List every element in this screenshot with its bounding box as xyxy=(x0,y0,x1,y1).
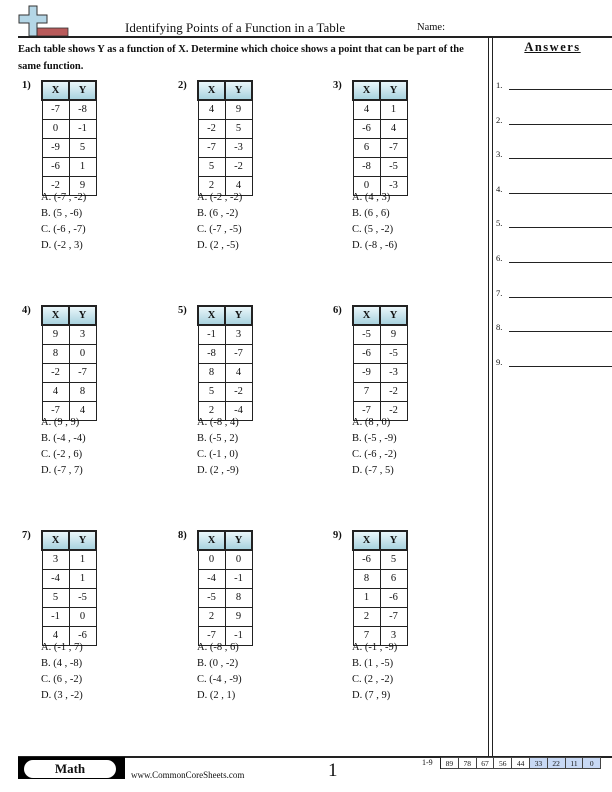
y-value: 1 xyxy=(69,157,96,176)
x-value: 2 xyxy=(198,607,225,626)
x-value: -2 xyxy=(42,176,69,195)
y-value: -6 xyxy=(69,626,96,645)
x-value: -6 xyxy=(353,344,380,363)
choice-a: A. (-8 , 6) xyxy=(197,642,239,653)
y-value: 3 xyxy=(69,325,96,344)
choice-c: C. (-2 , 6) xyxy=(41,449,83,460)
problem-number: 8) xyxy=(178,530,187,541)
x-value: -7 xyxy=(198,138,225,157)
y-value: 8 xyxy=(69,382,96,401)
logo-plus-icon xyxy=(18,5,70,37)
header-x: X xyxy=(353,306,380,325)
x-value: -2 xyxy=(42,363,69,382)
choice-a: A. (8 , 0) xyxy=(352,417,391,428)
x-value: -4 xyxy=(42,569,69,588)
y-value: 5 xyxy=(225,119,252,138)
answer-blank[interactable] xyxy=(509,366,612,367)
y-value: -7 xyxy=(380,607,407,626)
y-value: -5 xyxy=(380,344,407,363)
header-x: X xyxy=(42,306,69,325)
x-value: 4 xyxy=(42,626,69,645)
y-value: 4 xyxy=(380,119,407,138)
problem-number: 6) xyxy=(333,305,342,316)
y-value: 5 xyxy=(380,550,407,569)
table-header-row xyxy=(198,81,252,100)
table-row xyxy=(42,569,96,588)
choice-d: D. (7 , 9) xyxy=(352,690,391,701)
table-row xyxy=(198,344,252,363)
table-row xyxy=(353,157,407,176)
choice-a: A. (-1 , 7) xyxy=(41,642,83,653)
header-x: X xyxy=(198,531,225,550)
x-value: 9 xyxy=(42,325,69,344)
choice-b: B. (0 , -2) xyxy=(197,658,239,669)
choice-c: C. (-1 , 0) xyxy=(197,449,239,460)
x-value: 1 xyxy=(353,588,380,607)
choice-c: C. (5 , -2) xyxy=(352,224,394,235)
choice-c: C. (6 , -2) xyxy=(41,674,83,685)
choice-c: C. (-7 , -5) xyxy=(197,224,242,235)
y-value: -7 xyxy=(380,138,407,157)
table-row xyxy=(198,138,252,157)
choice-a: A. (4 , 3) xyxy=(352,192,391,203)
x-value: -8 xyxy=(353,157,380,176)
choice-a: A. (-2 , -2) xyxy=(197,192,243,203)
y-value: 9 xyxy=(225,100,252,119)
answer-blank[interactable] xyxy=(509,158,612,159)
choice-list xyxy=(352,190,397,254)
y-value: 0 xyxy=(69,344,96,363)
answer-label: 7. xyxy=(496,287,503,298)
table-header-row xyxy=(42,306,96,325)
y-value: 0 xyxy=(225,550,252,569)
y-value: -3 xyxy=(225,138,252,157)
problem-number: 4) xyxy=(22,305,31,316)
score-cell: 78 xyxy=(459,757,477,769)
choice-d: D. (2 , 1) xyxy=(197,690,236,701)
y-value: -4 xyxy=(225,401,252,420)
score-range: 1-9 xyxy=(422,758,433,767)
y-value: -2 xyxy=(380,382,407,401)
answer-blank[interactable] xyxy=(509,227,612,228)
problem-number: 9) xyxy=(333,530,342,541)
problem-8 xyxy=(178,530,318,730)
header-y: Y xyxy=(380,531,407,550)
score-cell: 56 xyxy=(494,757,512,769)
answer-label: 9. xyxy=(496,356,503,367)
answer-line-7[interactable] xyxy=(496,288,612,298)
y-value: -2 xyxy=(225,382,252,401)
answer-label: 5. xyxy=(496,218,503,229)
score-cell: 89 xyxy=(441,757,459,769)
xy-table xyxy=(352,530,408,646)
worksheet-title: Identifying Points of a Function in a Table xyxy=(125,20,346,35)
header-x: X xyxy=(198,81,225,100)
choice-list xyxy=(197,190,242,254)
x-value: 2 xyxy=(198,401,225,420)
score-cell: 11 xyxy=(566,757,584,769)
choice-b: B. (-5 , -9) xyxy=(352,433,397,444)
x-value: 2 xyxy=(353,607,380,626)
table-row xyxy=(198,100,252,119)
x-value: 8 xyxy=(198,363,225,382)
header-x: X xyxy=(353,81,380,100)
answer-blank[interactable] xyxy=(509,297,612,298)
header-y: Y xyxy=(69,306,96,325)
y-value: 5 xyxy=(69,138,96,157)
x-value: 3 xyxy=(42,550,69,569)
answer-label: 8. xyxy=(496,322,503,333)
y-value: 8 xyxy=(225,588,252,607)
x-value: -1 xyxy=(198,325,225,344)
instructions: Each table shows Y as a function of X. Determine which choice shows a point that can be part of the same function. xyxy=(18,44,464,72)
score-cell: 33 xyxy=(530,757,548,769)
problem-9 xyxy=(333,530,473,730)
table-row xyxy=(198,119,252,138)
x-value: -1 xyxy=(42,607,69,626)
x-value: 6 xyxy=(353,138,380,157)
y-value: -5 xyxy=(69,588,96,607)
answer-blank[interactable] xyxy=(509,262,612,263)
answers-heading: Answers xyxy=(524,40,581,54)
answer-label: 3. xyxy=(496,149,503,160)
choice-c: C. (-4 , -9) xyxy=(197,674,242,685)
header-y: Y xyxy=(380,306,407,325)
y-value: 3 xyxy=(380,626,407,645)
problem-7 xyxy=(22,530,162,730)
y-value: 1 xyxy=(69,550,96,569)
y-value: -3 xyxy=(380,176,407,195)
table-row xyxy=(353,607,407,626)
choice-b: B. (5 , -6) xyxy=(41,208,83,219)
answer-label: 4. xyxy=(496,183,503,194)
problem-3 xyxy=(333,80,473,280)
x-value: 0 xyxy=(42,119,69,138)
header-x: X xyxy=(42,81,69,100)
table-row xyxy=(42,363,96,382)
choice-b: B. (4 , -8) xyxy=(41,658,83,669)
x-value: -9 xyxy=(353,363,380,382)
x-value: 4 xyxy=(353,100,380,119)
table-header-row xyxy=(42,81,96,100)
x-value: 7 xyxy=(353,626,380,645)
y-value: -1 xyxy=(69,119,96,138)
choice-b: B. (-4 , -4) xyxy=(41,433,86,444)
answer-line-5[interactable] xyxy=(496,218,612,228)
answer-line-4[interactable] xyxy=(496,184,612,194)
x-value: -6 xyxy=(42,157,69,176)
header-y: Y xyxy=(69,531,96,550)
table-row xyxy=(353,569,407,588)
xy-table xyxy=(41,305,97,421)
table-row xyxy=(353,382,407,401)
table-header-row xyxy=(42,531,96,550)
header-y: Y xyxy=(69,81,96,100)
answer-label: 1. xyxy=(496,80,503,90)
x-value: -9 xyxy=(42,138,69,157)
xy-table xyxy=(197,305,253,421)
choice-list xyxy=(41,415,86,479)
answer-label: 6. xyxy=(496,253,503,263)
x-value: 5 xyxy=(198,157,225,176)
score-cell: 67 xyxy=(477,757,495,769)
x-value: -5 xyxy=(198,588,225,607)
y-value: 1 xyxy=(380,100,407,119)
x-value: 8 xyxy=(353,569,380,588)
table-header-row xyxy=(353,531,407,550)
answer-blank[interactable] xyxy=(509,193,612,194)
header-y: Y xyxy=(225,531,252,550)
table-row xyxy=(42,157,96,176)
problem-number: 2) xyxy=(178,80,187,91)
x-value: 4 xyxy=(198,100,225,119)
name-label: Name: xyxy=(417,22,445,33)
answer-blank[interactable] xyxy=(509,89,612,90)
choice-d: D. (-2 , 3) xyxy=(41,240,83,251)
y-value: 9 xyxy=(380,325,407,344)
score-cell: 44 xyxy=(512,757,530,769)
x-value: -7 xyxy=(42,100,69,119)
problem-number: 5) xyxy=(178,305,187,316)
y-value: -1 xyxy=(225,569,252,588)
xy-table xyxy=(197,80,253,196)
header-y: Y xyxy=(225,81,252,100)
choice-b: B. (6 , 6) xyxy=(352,208,390,219)
xy-table xyxy=(352,80,408,196)
x-value: 5 xyxy=(42,588,69,607)
choice-d: D. (-7 , 7) xyxy=(41,465,83,476)
answer-label: 2. xyxy=(496,114,503,125)
choice-c: C. (2 , -2) xyxy=(352,674,394,685)
choice-b: B. (-5 , 2) xyxy=(197,433,239,444)
table-row xyxy=(353,325,407,344)
table-row xyxy=(42,138,96,157)
table-row xyxy=(353,119,407,138)
table-row xyxy=(42,550,96,569)
answer-column-divider xyxy=(488,37,493,757)
answer-line-1[interactable] xyxy=(496,80,612,90)
problem-5 xyxy=(178,305,318,505)
header-x: X xyxy=(42,531,69,550)
x-value: -4 xyxy=(198,569,225,588)
y-value: 4 xyxy=(69,401,96,420)
score-cell: 22 xyxy=(548,757,566,769)
website-text: www.CommonCoreSheets.com xyxy=(131,770,245,780)
table-row xyxy=(198,588,252,607)
header-x: X xyxy=(353,531,380,550)
table-header-row xyxy=(353,306,407,325)
choice-list xyxy=(197,640,242,704)
choice-list xyxy=(352,415,397,479)
table-row xyxy=(42,382,96,401)
table-row xyxy=(198,363,252,382)
xy-table xyxy=(197,530,253,646)
xy-table xyxy=(41,530,97,646)
answer-line-9[interactable] xyxy=(496,357,612,367)
choice-d: D. (-7 , 5) xyxy=(352,465,394,476)
choice-d: D. (2 , -5) xyxy=(197,240,239,251)
x-value: 8 xyxy=(42,344,69,363)
score-cell: 0 xyxy=(583,757,601,769)
y-value: -7 xyxy=(225,344,252,363)
table-row xyxy=(353,344,407,363)
table-header-row xyxy=(198,306,252,325)
choice-d: D. (2 , -9) xyxy=(197,465,239,476)
x-value: -7 xyxy=(198,626,225,645)
problem-number: 3) xyxy=(333,80,342,91)
table-row xyxy=(42,588,96,607)
choice-a: A. (-8 , 4) xyxy=(197,417,239,428)
x-value: -5 xyxy=(353,325,380,344)
table-row xyxy=(42,325,96,344)
table-row xyxy=(353,363,407,382)
table-row xyxy=(353,138,407,157)
table-row xyxy=(198,550,252,569)
y-value: 0 xyxy=(69,607,96,626)
choice-a: A. (-7 , -2) xyxy=(41,192,87,203)
y-value: 9 xyxy=(225,607,252,626)
x-value: 2 xyxy=(198,176,225,195)
choice-list xyxy=(41,190,86,254)
table-row xyxy=(353,100,407,119)
table-row xyxy=(42,119,96,138)
problem-number: 1) xyxy=(22,80,31,91)
page-number: 1 xyxy=(328,760,338,781)
x-value: -7 xyxy=(42,401,69,420)
choice-list xyxy=(41,640,83,704)
table-row xyxy=(198,607,252,626)
subject-label: Math xyxy=(24,760,116,778)
y-value: -5 xyxy=(380,157,407,176)
table-row xyxy=(198,569,252,588)
choice-d: D. (3 , -2) xyxy=(41,690,83,701)
table-row xyxy=(198,325,252,344)
answer-line-2[interactable] xyxy=(496,115,612,125)
score-table xyxy=(440,757,601,769)
table-row xyxy=(198,382,252,401)
choice-c: C. (-6 , -7) xyxy=(41,224,86,235)
y-value: -7 xyxy=(69,363,96,382)
answer-blank[interactable] xyxy=(509,124,612,125)
x-value: -6 xyxy=(353,550,380,569)
header-divider xyxy=(18,36,612,38)
y-value: -1 xyxy=(225,626,252,645)
choice-b: B. (6 , -2) xyxy=(197,208,239,219)
y-value: -6 xyxy=(380,588,407,607)
table-row xyxy=(353,550,407,569)
problem-number: 7) xyxy=(22,530,31,541)
choice-b: B. (1 , -5) xyxy=(352,658,394,669)
table-row xyxy=(353,588,407,607)
table-header-row xyxy=(353,81,407,100)
answer-line-6[interactable] xyxy=(496,253,612,263)
choice-list xyxy=(352,640,397,704)
y-value: 6 xyxy=(380,569,407,588)
y-value: 1 xyxy=(69,569,96,588)
choice-list xyxy=(197,415,239,479)
y-value: 9 xyxy=(69,176,96,195)
x-value: -6 xyxy=(353,119,380,138)
y-value: -3 xyxy=(380,363,407,382)
y-value: 4 xyxy=(225,363,252,382)
x-value: 4 xyxy=(42,382,69,401)
y-value: -2 xyxy=(380,401,407,420)
table-row xyxy=(42,607,96,626)
answer-line-8[interactable] xyxy=(496,322,612,332)
answer-blank[interactable] xyxy=(509,331,612,332)
problem-4 xyxy=(22,305,162,505)
x-value: -7 xyxy=(353,401,380,420)
table-header-row xyxy=(198,531,252,550)
table-row xyxy=(42,100,96,119)
choice-a: A. (9 , 9) xyxy=(41,417,80,428)
y-value: -2 xyxy=(225,157,252,176)
header-y: Y xyxy=(225,306,252,325)
y-value: -8 xyxy=(69,100,96,119)
xy-table xyxy=(352,305,408,421)
y-value: 3 xyxy=(225,325,252,344)
choice-c: C. (-6 , -2) xyxy=(352,449,397,460)
problem-2 xyxy=(178,80,318,280)
xy-table xyxy=(41,80,97,196)
x-value: 0 xyxy=(353,176,380,195)
choice-a: A. (-1 , -9) xyxy=(352,642,398,653)
x-value: -8 xyxy=(198,344,225,363)
problem-1 xyxy=(22,80,162,280)
x-value: -2 xyxy=(198,119,225,138)
x-value: 0 xyxy=(198,550,225,569)
problem-6 xyxy=(333,305,473,505)
header-x: X xyxy=(198,306,225,325)
choice-d: D. (-8 , -6) xyxy=(352,240,398,251)
table-row xyxy=(198,157,252,176)
answer-line-3[interactable] xyxy=(496,149,612,159)
y-value: 4 xyxy=(225,176,252,195)
table-row xyxy=(42,344,96,363)
header-y: Y xyxy=(380,81,407,100)
x-value: 5 xyxy=(198,382,225,401)
x-value: 7 xyxy=(353,382,380,401)
